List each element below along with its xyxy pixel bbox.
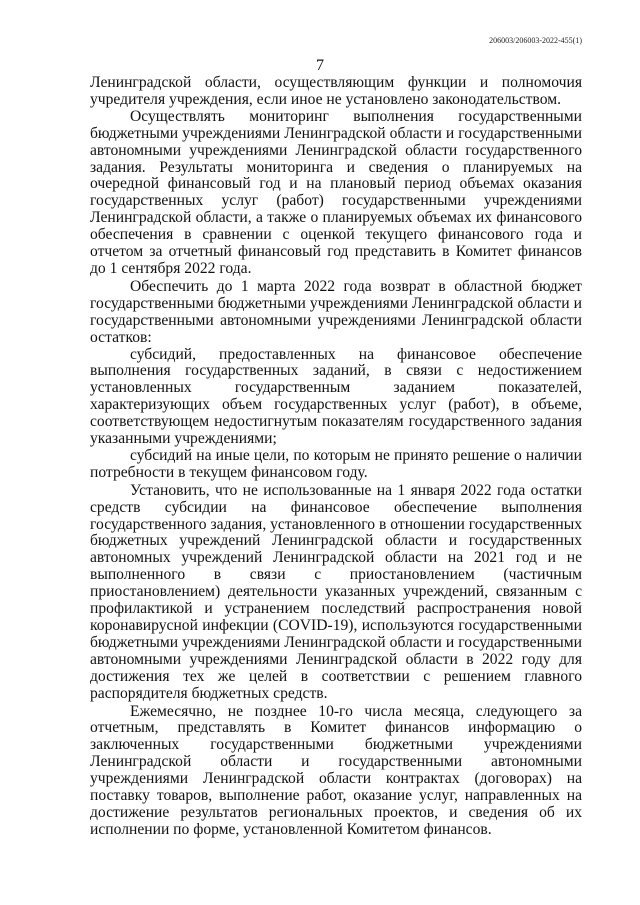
paragraph-3: Обеспечить до 1 марта 2022 года возврат в областной бюджет государственными бюджетными учреждениями Ленинградской области и государственными автономными учреждениями Ленинградской области остатков: — [90, 277, 582, 346]
document-body — [90, 75, 582, 839]
paragraph-7: Ежемесячно, не позднее 10-го числа месяца, следующего за отчетным, представлять в Комитет финансов информацию о заключенных государственными бюджетными учреждениями Ленинградской области и государственными автономными учреждениями Ленинградской области контрактах (договорах) на поставку товаров, выполнение работ, оказание услуг, направленных на достижение результатов региональных проектов, и сведения об их исполнении по форме, установленной Комитетом финансов. — [90, 702, 582, 838]
paragraph-5: субсидий на иные цели, по которым не принято решение о наличии потребности в текущем финансовом году. — [90, 446, 582, 481]
paragraph-2: Осуществлять мониторинг выполнения государственными бюджетными учреждениями Ленинградской области и государственными автономными учреждениями Ленинградской области государственного задания. Результаты мониторинга и сведения о планируемых на очередной финансовый год и на плановый период объемах оказания государственных услуг (работ) государственными учреждениями Ленинградской области, а также о планируемых объемах их финансового обеспечения в сравнении с оценкой текущего финансового года и отчетом за отчетный финансовый год представить в Комитет финансов до 1 сентября 2022 года. — [90, 107, 582, 277]
document-id: 206003/206003-2022-455(1) — [489, 36, 582, 45]
paragraph-6: Установить, что не использованные на 1 января 2022 года остатки средств субсидии на финансовое обеспечение выполнения государственного задания, установленного в отношении государственных бюджетных учреждений Ленинградской области и государственных автономных учреждений Ленинградской области на 2021 год и не выполненного в связи с приостановлением (частичным приостановлением) деятельности указанных учреждений, связанным с профилактикой и устранением последствий распространения новой коронавирусной инфекции (COVID-19), используются государственными бюджетными учреждениями Ленинградской области и государственными автономными учреждениями Ленинградской области в 2022 году для достижения тех же целей в соответствии с решением главного распорядителя бюджетных средств. — [90, 481, 582, 702]
paragraph-4: субсидий, предоставленных на финансовое обеспечение выполнения государственных заданий, в связи с недостижением установленных государственным заданием показателей, характеризующих объем государственных услуг (работ), в объеме, соответствующем недостигнутым показателям государственного задания указанными учреждениями; — [90, 345, 582, 448]
paragraph-1: Ленинградской области, осуществляющим функции и полномочия учредителя учреждения, если иное не установлено законодательством. — [90, 74, 582, 108]
page-number: 7 — [316, 57, 324, 74]
